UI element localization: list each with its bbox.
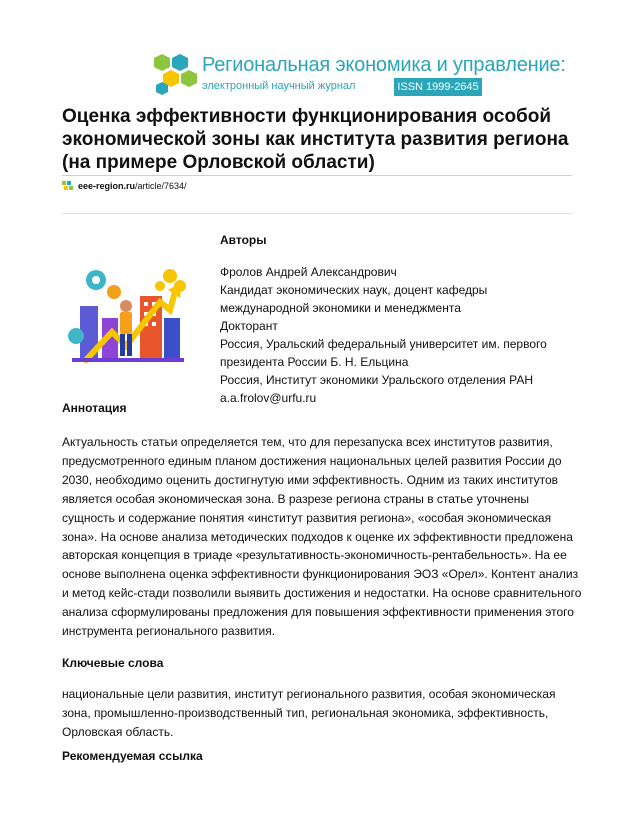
author-email[interactable]: a.a.frolov@urfu.ru [220,391,317,405]
author-line: Россия, Институт экономики Уральского отделения РАН [220,373,534,387]
author-line: Докторант [220,319,278,333]
site-favicon-icon [62,181,74,191]
journal-issn: ISSN 1999-2645 [394,78,482,96]
abstract-heading: Аннотация [62,401,127,415]
journal-title: Региональная экономика и управление: [202,54,566,76]
article-title: Оценка эффективности функционирования особой экономической зоны как института развития региона (на примере Орловской области) [62,106,569,173]
article-url[interactable] [62,181,187,191]
reference-heading: Рекомендуемая ссылка [62,749,203,763]
author-line: президента России Б. Н. Ельцина [220,355,409,369]
author-line: международной экономики и менеджмента [220,301,461,315]
journal-subtitle: электронный научный журнал [202,80,356,92]
authors-heading: Авторы [220,233,267,247]
keywords-heading: Ключевые слова [62,656,164,670]
author-line: Кандидат экономических наук, доцент кафедры [220,283,488,297]
url-path: /article/7634/ [135,181,187,191]
title-divider [62,175,572,176]
author-line: Россия, Уральский федеральный университет им. первого [220,337,547,351]
url-domain: eee-region.ru [78,181,136,191]
author-line: Фролов Андрей Александрович [220,265,397,279]
abstract-text: Актуальность статьи определяется тем, что для перезапуска всех институтов развития, предусмотренного единым планом достижения национальных целей развития России до 2030, необходимо оценить достигнутую ими эффективность. Одним из таких институтов является особая экономическая зона. В разрезе региона страны в статье уточнены сущность и содержание понятия «институт развития региона», «особая экономическая зона». На основе анализа методических подходов к оценке их эффективности предложена авторская концепция в триаде «результативность-экономичность-рентабельность». На ее основе выполнена оценка эффективности функционирования ЭОЗ «Орел». Контент анализ и метод кейс-стади позволили выявить достижения и недостатки. На основе сравнительного анализа сформулированы предложения для повышения эффективности применения этого инструмента регионального развития. [62,435,582,639]
journal-logo-icon [152,52,198,98]
author-info [220,263,580,407]
header-divider [62,213,572,214]
article-illustration [62,262,194,374]
keywords-text: национальные цели развития, институт регионального развития, особая экономическая зона, промышленно-производственный тип, региональная экономика, эффективность, Орловская область. [62,687,556,739]
journal-masthead [152,52,566,98]
